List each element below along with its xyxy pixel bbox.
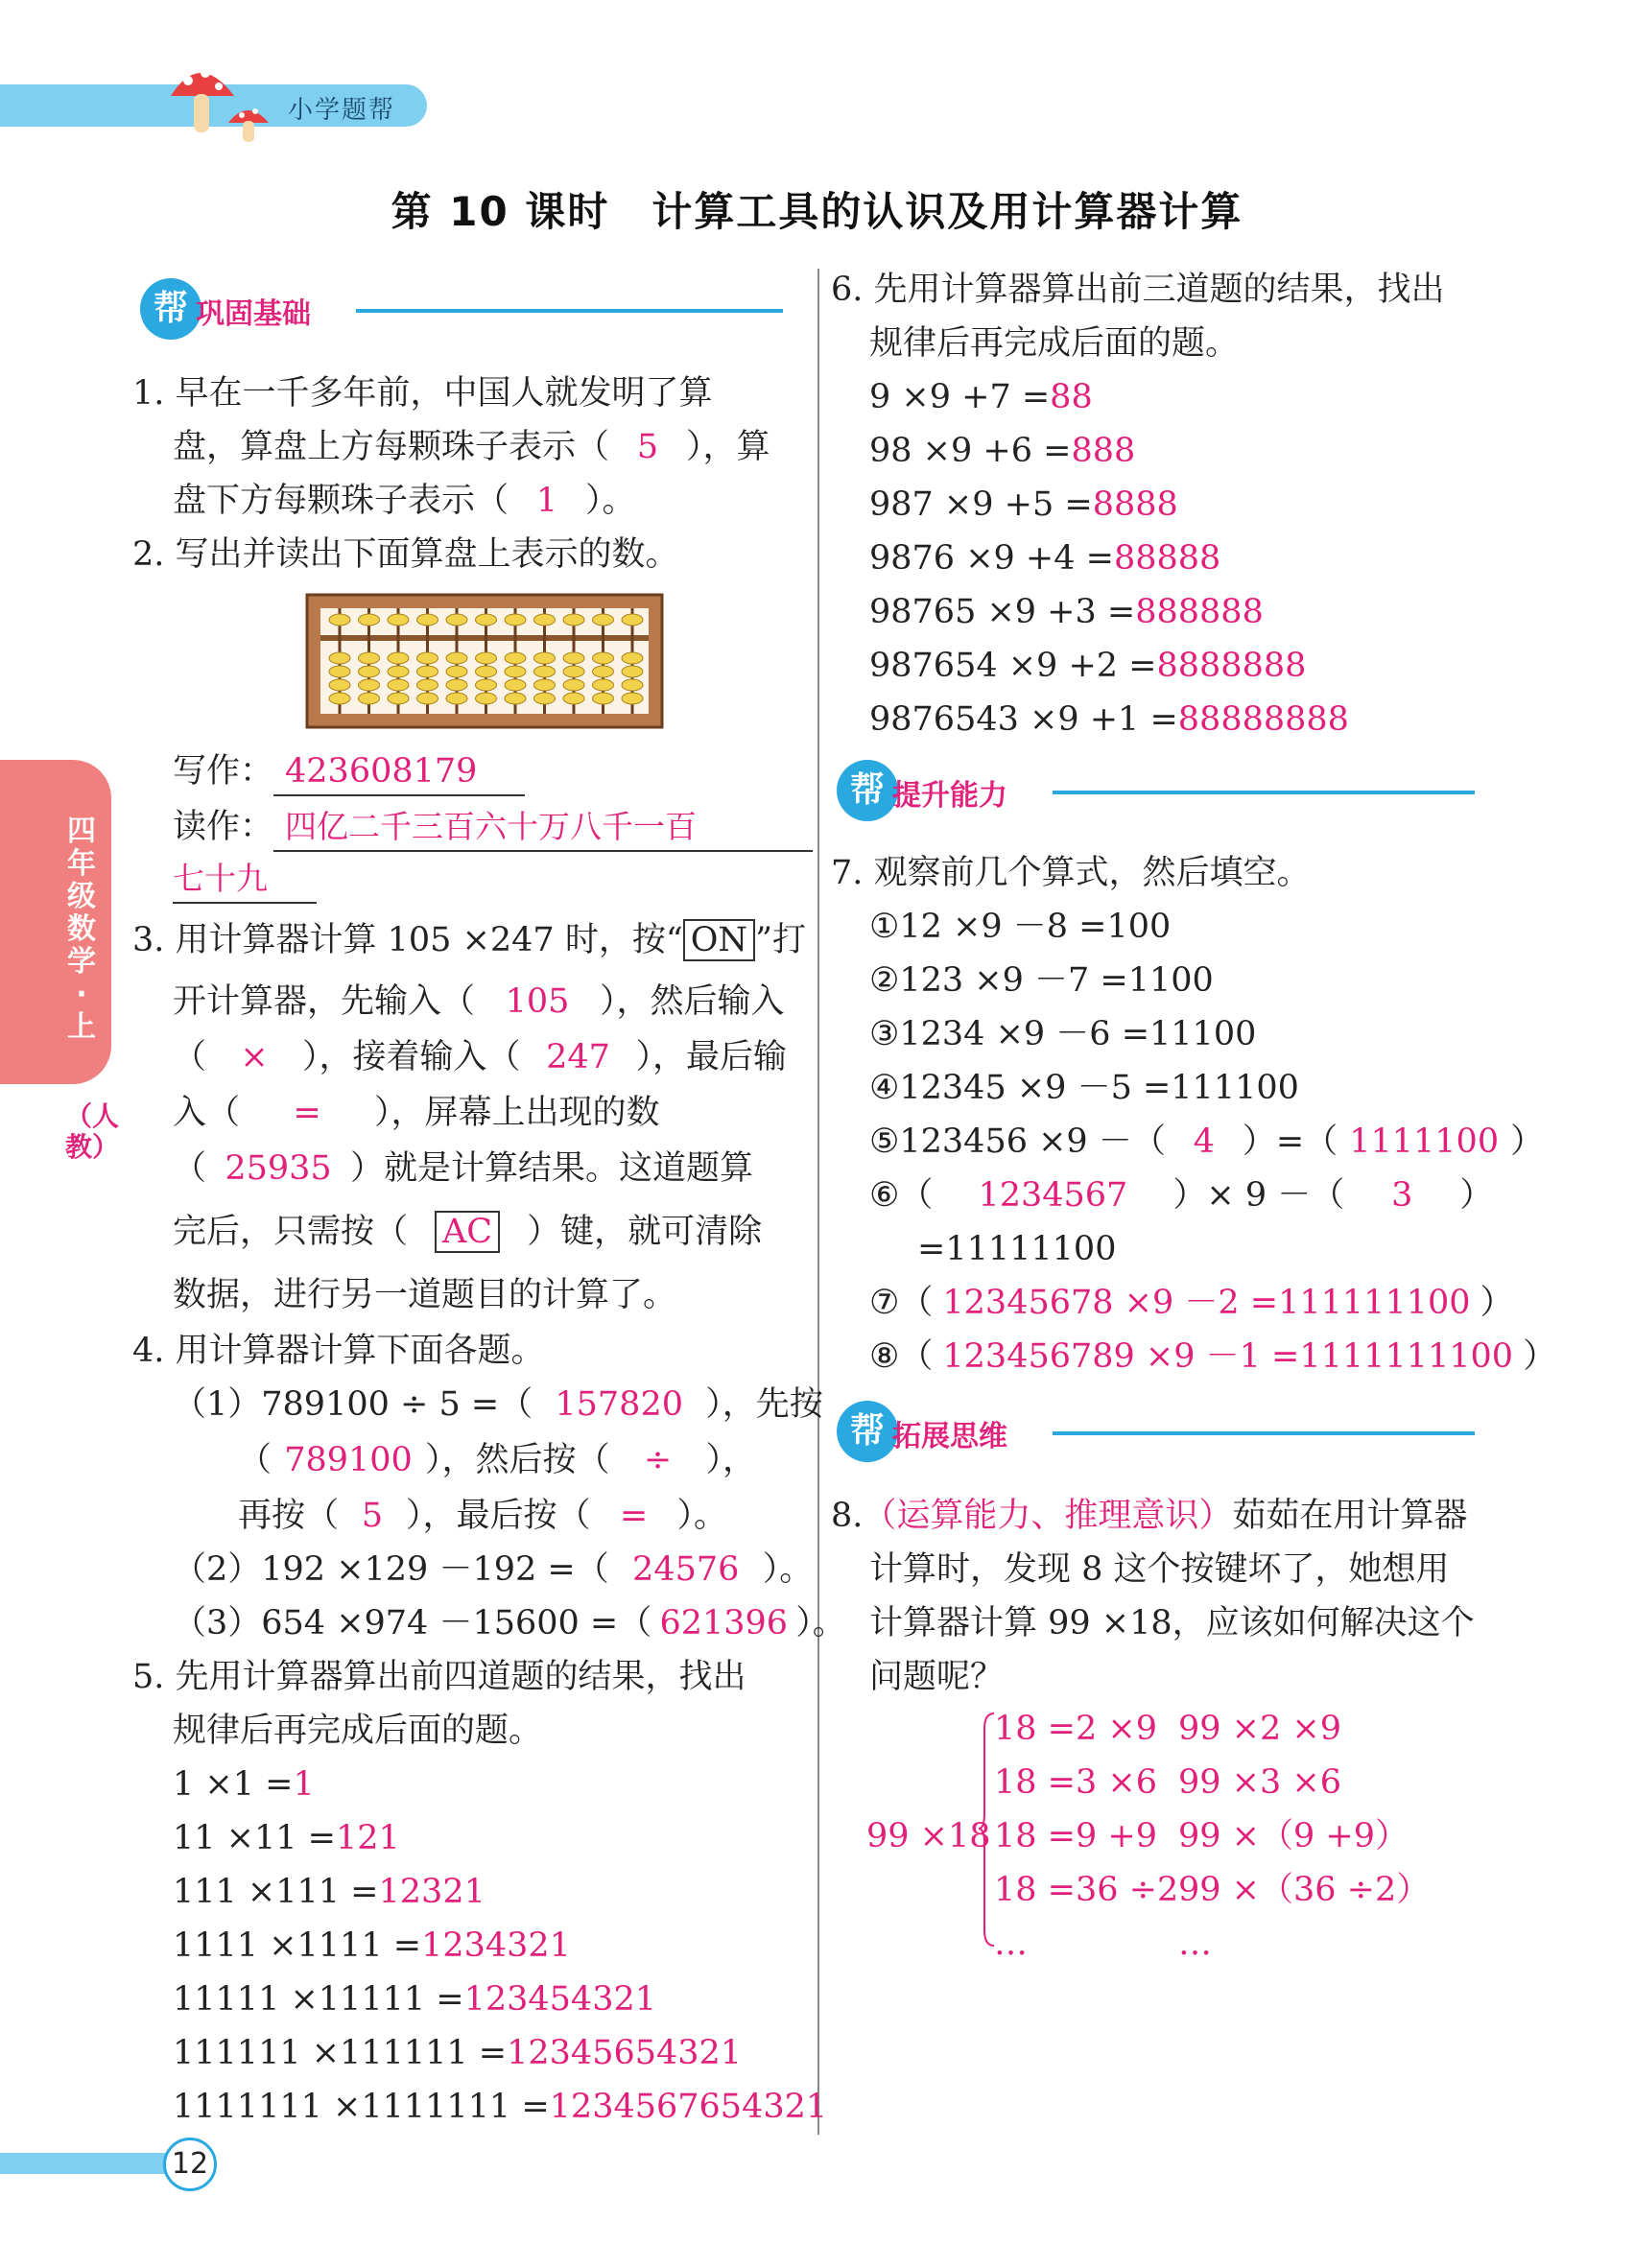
q2-write-line: 写作： 423608179 <box>173 744 525 798</box>
q2-read-line: 读作： 四亿二千三百六十万八千一百 <box>173 800 813 854</box>
q2-read-answer1: 四亿二千三百六十万八千一百 <box>273 804 813 852</box>
q7-r4: ④12345 ×9 －5 =111100 <box>869 1069 1299 1107</box>
q3-line3: （ × ），接着输入（ 247 ），最后输 <box>173 1030 787 1084</box>
q5-row <box>173 1811 400 1865</box>
q6-line1: 6. 先用计算器算出前三道题的结果，找出 <box>831 271 1445 309</box>
expression: 98 ×9 +6 = <box>869 432 1072 470</box>
expression: 987654 ×9 +2 = <box>869 647 1157 685</box>
expression: 1 ×1 = <box>173 1765 294 1804</box>
page-number: 12 <box>163 2138 217 2191</box>
q4-p1-answer: 157820 <box>555 1385 683 1424</box>
q3-answer3: 247 <box>546 1038 610 1076</box>
q4-p1-answer3: ÷ <box>643 1441 673 1479</box>
q8-row-left: 18 =36 ÷2 <box>994 1871 1179 1909</box>
q7-r8: ⑧（ 123456789 ×9 －1 =1111111100 ） <box>869 1337 1557 1376</box>
q8-row-right: 99 ×2 ×9 <box>1178 1710 1341 1748</box>
answer: 12345654321 <box>507 2034 743 2072</box>
q5-row <box>173 1758 315 1811</box>
q3-line6: 完后，只需按（ AC ）键，就可清除 <box>173 1213 763 1251</box>
q4-p1-answer5: = <box>619 1497 649 1535</box>
q7-r7: ⑦（ 12345678 ×9 －2 =111111100 ） <box>869 1284 1514 1322</box>
expression: 9876543 ×9 +1 = <box>869 700 1178 739</box>
q8-row-right: 99 ×3 ×6 <box>1178 1763 1341 1802</box>
q2-read-line2 <box>173 852 317 906</box>
q7-r5-answer1: 4 <box>1193 1122 1215 1161</box>
answer: 888888 <box>1135 593 1264 631</box>
q8-row-left: 18 =3 ×6 <box>994 1763 1157 1802</box>
q6-row <box>869 532 1220 585</box>
expression: 111 ×111 = <box>173 1873 379 1911</box>
footer-bar <box>0 2153 173 2174</box>
q2-read-answer2: 七十九 <box>173 856 317 904</box>
answer: 1234567654321 <box>549 2088 828 2126</box>
q8-row-left: 18 =2 ×9 <box>994 1710 1157 1748</box>
section-badge-icon: 帮 <box>837 760 898 821</box>
section-line <box>356 309 783 313</box>
answer: 888 <box>1071 432 1136 470</box>
q3-line2: 开计算器，先输入（ 105 ），然后输入 <box>173 975 785 1028</box>
answer: 1234321 <box>421 1926 571 1965</box>
q1-line1: 1. 早在一千多年前，中国人就发明了算 <box>132 374 713 413</box>
q4-p3: （3）654 ×974 －15600 =（ 621396 ）。 <box>173 1596 846 1650</box>
q7-r5-answer2: 1111100 <box>1349 1122 1500 1161</box>
q7-line1: 7. 观察前几个算式，然后填空。 <box>831 854 1311 892</box>
section-badge-icon: 帮 <box>837 1401 898 1462</box>
q5-row <box>173 1865 485 1919</box>
q3-line7: 数据，进行另一道题目的计算了。 <box>173 1276 677 1314</box>
q8-row-right: … <box>1178 1925 1212 1963</box>
q3-answer5: 25935 <box>225 1149 332 1188</box>
answer: 88 <box>1050 378 1093 416</box>
q5-line2: 规律后再完成后面的题。 <box>173 1712 543 1750</box>
q8-row-right: 99 ×（9 +9） <box>1178 1817 1409 1855</box>
on-key: ON <box>683 919 755 961</box>
q1-answer1: 5 <box>636 428 659 466</box>
q4-p1-answer2: 789100 <box>284 1441 413 1479</box>
expression: 11 ×11 = <box>173 1819 336 1857</box>
q7-r7-answer: 12345678 ×9 －2 =111111100 <box>942 1284 1471 1322</box>
q4-p2-answer: 24576 <box>632 1550 740 1589</box>
q5-row <box>173 1919 571 1973</box>
q3-line4: 入（ = ），屏幕上出现的数 <box>173 1086 660 1140</box>
q8-row-left: … <box>994 1925 1028 1963</box>
column-divider <box>817 269 819 2135</box>
q4-p1-line3: 再按（ 5 ），最后按（ = ）。 <box>238 1489 727 1543</box>
answer: 8888888 <box>1156 647 1307 685</box>
q7-r5: ⑤123456 ×9 －（ 4 ）=（ 1111100 ） <box>869 1115 1544 1169</box>
q4-line1: 4. 用计算器计算下面各题。 <box>132 1332 545 1370</box>
expression: 111111 ×111111 = <box>173 2034 508 2072</box>
expression: 98765 ×9 +3 = <box>869 593 1136 631</box>
q4-p1-line1: （1）789100 ÷ 5 =（ 157820 ），先按 <box>173 1378 823 1431</box>
q3-line1: 3. 用计算器计算 105 ×247 时，按“ ON ”打 <box>132 921 806 959</box>
q7-r6: ⑥（ 1234567 ）× 9 －（ 3 ） <box>869 1169 1493 1222</box>
q6-row <box>869 478 1178 532</box>
q3-answer2: × <box>240 1038 269 1076</box>
expression: 9876 ×9 +4 = <box>869 539 1114 578</box>
q4-p1-answer4: 5 <box>361 1497 384 1535</box>
q8-row-left: 18 =9 +9 <box>994 1817 1157 1855</box>
q6-row <box>869 693 1349 746</box>
q8-line2: 计算时，发现 8 这个按键坏了，她想用 <box>869 1550 1450 1589</box>
section-label: 提升能力 <box>892 779 1007 813</box>
answer: 123454321 <box>463 1980 657 2019</box>
q6-row <box>869 639 1306 693</box>
mushroom-icon <box>161 56 286 147</box>
abacus-image <box>305 593 664 729</box>
q6-row <box>869 370 1093 424</box>
q1-line2: 盘，算盘上方每颗珠子表示（ 5 ），算 <box>173 420 770 474</box>
q7-r8-answer: 123456789 ×9 －1 =1111111100 <box>942 1337 1514 1376</box>
q7-r2: ②123 ×9 －7 =1100 <box>869 961 1214 1000</box>
answer: 12321 <box>378 1873 485 1911</box>
expression: 9 ×9 +7 = <box>869 378 1051 416</box>
q4-p1-line2: （ 789100 ），然后按（ ÷ ）， <box>238 1433 756 1487</box>
expression: 1111 ×1111 = <box>173 1926 422 1965</box>
q7-r6-answer2: 3 <box>1391 1176 1413 1215</box>
section-label: 巩固基础 <box>196 297 311 331</box>
q3-answer4: = <box>293 1094 321 1132</box>
q8-line3: 计算器计算 99 ×18，应该如何解决这个 <box>869 1604 1475 1642</box>
brand-name: 小学题帮 <box>288 96 396 125</box>
q7-r6-answer1: 1234567 <box>978 1176 1128 1215</box>
q3-answer1: 105 <box>505 982 570 1021</box>
answer: 88888 <box>1113 539 1221 578</box>
q8-row-right: 99 ×（36 ÷2） <box>1178 1871 1431 1909</box>
q2-line1: 2. 写出并读出下面算盘上表示的数。 <box>132 535 679 574</box>
q6-line2: 规律后再完成后面的题。 <box>869 324 1240 363</box>
answer: 8888 <box>1092 485 1178 524</box>
q5-line1: 5. 先用计算器算出前四道题的结果，找出 <box>132 1658 746 1696</box>
q6-row <box>869 585 1264 639</box>
ac-key: AC <box>435 1211 500 1253</box>
expression: 11111 ×11111 = <box>173 1980 464 2019</box>
q8-line4: 问题呢？ <box>869 1658 1005 1696</box>
expression: 987 ×9 +5 = <box>869 485 1093 524</box>
q3-line5: （ 25935 ）就是计算结果。这道题算 <box>173 1142 753 1195</box>
q1-line3: 盘下方每颗珠子表示（ 1 ）。 <box>173 474 636 528</box>
page-title: 第 10 课时 计算工具的认识及用计算器计算 <box>391 188 1243 235</box>
q8-tag: （运算能力、推理意识） <box>863 1497 1233 1535</box>
q5-row <box>173 1973 656 2026</box>
q1-answer2: 1 <box>535 482 558 520</box>
q7-r3: ③1234 ×9 －6 =11100 <box>869 1015 1257 1053</box>
answer: 88888888 <box>1177 700 1349 739</box>
section-label: 拓展思维 <box>892 1420 1007 1453</box>
section-improve <box>837 760 1489 821</box>
answer: 121 <box>335 1819 400 1857</box>
q5-row <box>173 2080 827 2134</box>
q6-row <box>869 424 1135 478</box>
q8-lead: 99 ×18 <box>866 1817 991 1855</box>
q4-p2: （2）192 ×129 －192 =（ 24576 ）。 <box>173 1543 813 1596</box>
q7-r6-cont: =11111100 <box>917 1230 1117 1268</box>
section-basic <box>140 278 783 340</box>
q4-p3-answer: 621396 <box>659 1604 789 1642</box>
q8-line1: 8.（运算能力、推理意识）茹茹在用计算器 <box>831 1497 1468 1535</box>
q5-row <box>173 2026 742 2080</box>
section-line <box>1053 1431 1475 1435</box>
q2-write-answer: 423608179 <box>273 748 525 796</box>
section-line <box>1053 791 1475 794</box>
section-badge-icon: 帮 <box>140 278 201 340</box>
side-tab-text: 四年级数学·上 <box>67 815 96 1044</box>
q7-r1: ①12 ×9 －8 =100 <box>869 908 1172 946</box>
side-tab-sub: （人教） <box>65 1100 120 1163</box>
section-extend <box>837 1401 1489 1462</box>
answer: 1 <box>293 1765 315 1804</box>
expression: 1111111 ×1111111 = <box>173 2088 550 2126</box>
